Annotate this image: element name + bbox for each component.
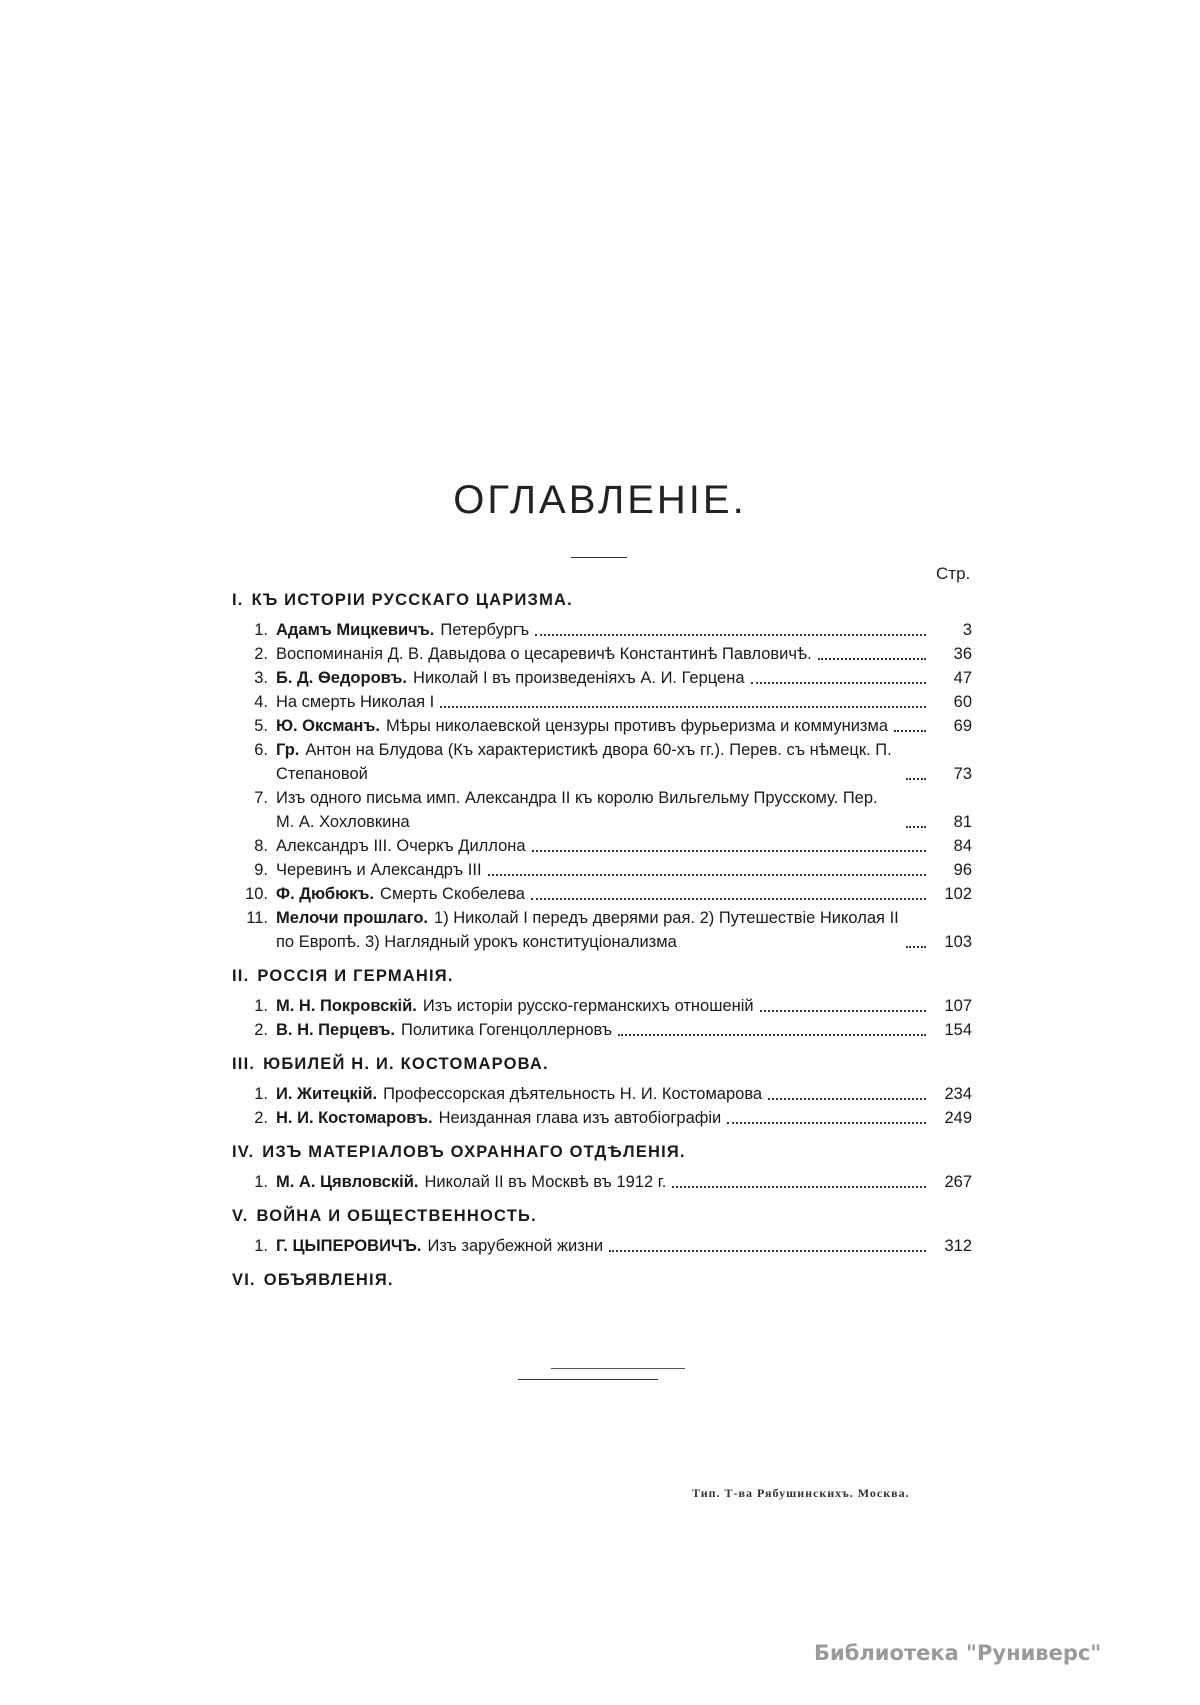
entry-title: Изъ зарубежной жизни xyxy=(427,1237,604,1255)
entry-body xyxy=(276,1170,972,1194)
dot-leader xyxy=(488,873,926,876)
entry-title: Николай I въ произведеніяхъ А. И. Герцена xyxy=(413,669,745,687)
entry-author: Б. Д. Ѳедоровъ. xyxy=(276,669,408,687)
entry-page-number: 73 xyxy=(953,765,972,783)
page-column-label: Стр. xyxy=(936,564,971,583)
dot-leader xyxy=(906,945,926,948)
dot-leader xyxy=(760,1009,926,1012)
entry-text xyxy=(276,714,888,738)
entry-text xyxy=(276,618,529,642)
entry-author: Г. ЦЫПЕРОВИЧЪ. xyxy=(276,1237,422,1255)
entry-body xyxy=(276,882,972,906)
entry-text xyxy=(276,882,525,906)
entry-body xyxy=(276,1082,972,1106)
entry-page-number: 60 xyxy=(953,693,972,711)
entry-body xyxy=(276,690,972,714)
entry-page-number: 267 xyxy=(944,1173,972,1191)
entry-title: Изъ исторіи русско-германскихъ отношеній xyxy=(422,997,754,1015)
section-number: III. xyxy=(232,1055,256,1073)
entry-number: 1. xyxy=(254,997,268,1015)
section-heading xyxy=(232,964,972,988)
entry-author: Адамъ Мицкевичъ. xyxy=(276,621,435,639)
entry-page-number: 312 xyxy=(944,1237,972,1255)
library-watermark: Библиотека "Руниверс" xyxy=(814,1641,1102,1665)
entry-page-number: 103 xyxy=(944,933,972,951)
entry-title: Александръ III. Очеркъ Диллона xyxy=(276,837,526,855)
toc-entry xyxy=(232,1018,972,1042)
entry-text xyxy=(276,858,482,882)
entry-author: М. А. Цявловскій. xyxy=(276,1173,419,1191)
entry-number: 2. xyxy=(254,645,268,663)
entry-title: На смерть Николая I xyxy=(276,693,435,711)
toc-entry xyxy=(232,738,972,786)
entry-text xyxy=(276,666,745,690)
entry-title: Антон на Блудова (Къ характеристикѣ двора 60-хъ гг.). Перев. съ нѣмецк. П. Степановой xyxy=(276,741,892,783)
entry-author: Н. И. Костомаровъ. xyxy=(276,1109,433,1127)
entry-text xyxy=(276,1170,666,1194)
entry-text xyxy=(276,1082,762,1106)
entry-author: Мелочи прошлаго. xyxy=(276,909,429,927)
toc-entry xyxy=(232,858,972,882)
entry-body xyxy=(276,738,972,786)
entry-text xyxy=(276,642,812,666)
section-number: II. xyxy=(232,967,250,985)
entry-text xyxy=(276,906,900,954)
entry-page-number: 249 xyxy=(944,1109,972,1127)
dot-leader xyxy=(818,657,926,660)
table-of-contents xyxy=(232,588,972,1298)
entry-number: 1. xyxy=(254,621,268,639)
entry-title: Профессорская дѣятельность Н. И. Костомарова xyxy=(383,1085,763,1103)
toc-entry xyxy=(232,1106,972,1130)
dot-leader xyxy=(894,729,926,732)
entry-number: 3. xyxy=(254,669,268,687)
entry-text xyxy=(276,738,900,786)
entry-text xyxy=(276,994,754,1018)
entry-number: 9. xyxy=(254,861,268,879)
toc-entry xyxy=(232,1170,972,1194)
toc-entry xyxy=(232,642,972,666)
entry-page-number: 81 xyxy=(953,813,972,831)
entry-author: Ф. Дюбюкъ. xyxy=(276,885,375,903)
section-number: I. xyxy=(232,591,244,609)
toc-entry xyxy=(232,882,972,906)
section-number: V. xyxy=(232,1207,249,1225)
entry-page-number: 36 xyxy=(953,645,972,663)
entry-body xyxy=(276,994,972,1018)
entry-title: Николай II въ Москвѣ въ 1912 г. xyxy=(424,1173,667,1191)
dot-leader xyxy=(535,633,926,636)
printer-imprint: Тип. Т-ва Рябушинскихъ. Москва. xyxy=(692,1486,910,1500)
section-number: VI. xyxy=(232,1271,256,1289)
dot-leader xyxy=(609,1249,926,1252)
toc-entry xyxy=(232,906,972,954)
section-heading xyxy=(232,1140,972,1164)
section-heading xyxy=(232,1204,972,1228)
entry-text xyxy=(276,690,434,714)
toc-entry xyxy=(232,994,972,1018)
entry-title: Политика Гогенцоллерновъ xyxy=(400,1021,613,1039)
toc-entry xyxy=(232,1234,972,1258)
dot-leader xyxy=(618,1033,926,1036)
dot-leader xyxy=(672,1185,926,1188)
dot-leader xyxy=(727,1121,926,1124)
entry-body xyxy=(276,666,972,690)
toc-entry xyxy=(232,666,972,690)
dot-leader xyxy=(751,681,926,684)
page-title: ОГЛАВЛЕНІЕ. xyxy=(453,478,747,522)
entry-title: Неизданная глава изъ автобіографіи xyxy=(438,1109,722,1127)
entry-number: 5. xyxy=(254,717,268,735)
entry-body xyxy=(276,834,972,858)
section-number: IV. xyxy=(232,1143,255,1161)
entry-body xyxy=(276,786,972,834)
toc-entry xyxy=(232,786,972,834)
entry-number: 10. xyxy=(245,885,268,903)
entry-title: Мѣры николаевской цензуры противъ фурьеризма и коммунизма xyxy=(385,717,889,735)
entry-page-number: 154 xyxy=(944,1021,972,1039)
dot-leader xyxy=(531,897,926,900)
entry-number: 7. xyxy=(254,789,268,807)
dot-leader xyxy=(440,705,926,708)
entry-body xyxy=(276,642,972,666)
entry-page-number: 3 xyxy=(962,621,972,639)
section-title: ИЗЪ МАТЕРІАЛОВЪ ОХРАННАГО ОТДѢЛЕНІЯ. xyxy=(262,1143,686,1161)
section-title: РОССІЯ И ГЕРМАНІЯ. xyxy=(257,967,454,985)
entry-page-number: 84 xyxy=(953,837,972,855)
section-title: ОБЪЯВЛЕНІЯ. xyxy=(263,1271,394,1289)
toc-entry xyxy=(232,714,972,738)
closing-rule-lower xyxy=(518,1379,658,1380)
entry-number: 2. xyxy=(254,1109,268,1127)
entry-author: И. Житецкій. xyxy=(276,1085,378,1103)
entry-number: 4. xyxy=(254,693,268,711)
entry-text xyxy=(276,1106,721,1130)
entry-page-number: 102 xyxy=(944,885,972,903)
toc-entry xyxy=(232,618,972,642)
toc-entry xyxy=(232,1082,972,1106)
entry-body xyxy=(276,1106,972,1130)
section-title: ВОЙНА И ОБЩЕСТВЕННОСТЬ. xyxy=(256,1207,537,1225)
entry-number: 11. xyxy=(246,909,268,927)
entry-page-number: 47 xyxy=(953,669,972,687)
entry-title: 1) Николай I передъ дверями рая. 2) Путешествіе Николая II по Европѣ. 3) Наглядный урокъ конституціонализма xyxy=(276,909,899,951)
entry-number: 1. xyxy=(254,1237,268,1255)
entry-number: 6. xyxy=(254,741,268,759)
entry-number: 1. xyxy=(254,1085,268,1103)
entry-text xyxy=(276,1018,612,1042)
toc-entry xyxy=(232,834,972,858)
entry-page-number: 69 xyxy=(953,717,972,735)
entry-body xyxy=(276,858,972,882)
entry-author: Ю. Оксманъ. xyxy=(276,717,380,735)
section-title: КЪ ИСТОРІИ РУССКАГО ЦАРИЗМА. xyxy=(251,591,573,609)
dot-leader xyxy=(768,1097,926,1100)
section-title: ЮБИЛЕЙ Н. И. КОСТОМАРОВА. xyxy=(263,1055,549,1073)
entry-text xyxy=(276,834,526,858)
entry-page-number: 234 xyxy=(944,1085,972,1103)
closing-rule-upper xyxy=(551,1368,685,1369)
entry-body xyxy=(276,1234,972,1258)
dot-leader xyxy=(906,825,926,828)
entry-number: 8. xyxy=(254,837,268,855)
entry-author: Гр. xyxy=(276,741,300,759)
entry-number: 2. xyxy=(254,1021,268,1039)
entry-page-number: 107 xyxy=(944,997,972,1015)
entry-title: Изъ одного письма имп. Александра II къ королю Вильгельму Прусскому. Пер. М. А. Хохловкина xyxy=(276,789,878,831)
entry-body xyxy=(276,618,972,642)
toc-entry xyxy=(232,690,972,714)
section-heading xyxy=(232,1052,972,1076)
entry-title: Смерть Скобелева xyxy=(380,885,525,903)
entry-number: 1. xyxy=(254,1173,268,1191)
entry-title: Воспоминанія Д. В. Давыдова о цесаревичѣ Константинѣ Павловичѣ. xyxy=(276,645,812,663)
title-rule xyxy=(571,557,627,558)
entry-author: В. Н. Перцевъ. xyxy=(276,1021,395,1039)
section-heading xyxy=(232,1268,972,1292)
dot-leader xyxy=(532,849,926,852)
entry-page-number: 96 xyxy=(953,861,972,879)
entry-title: Петербургъ xyxy=(440,621,530,639)
entry-body xyxy=(276,906,972,954)
entry-author: М. Н. Покровскій. xyxy=(276,997,417,1015)
entry-text xyxy=(276,1234,603,1258)
entry-text xyxy=(276,786,900,834)
section-heading xyxy=(232,588,972,612)
dot-leader xyxy=(906,777,926,780)
entry-title: Черевинъ и Александръ III xyxy=(276,861,482,879)
entry-body xyxy=(276,714,972,738)
entry-body xyxy=(276,1018,972,1042)
